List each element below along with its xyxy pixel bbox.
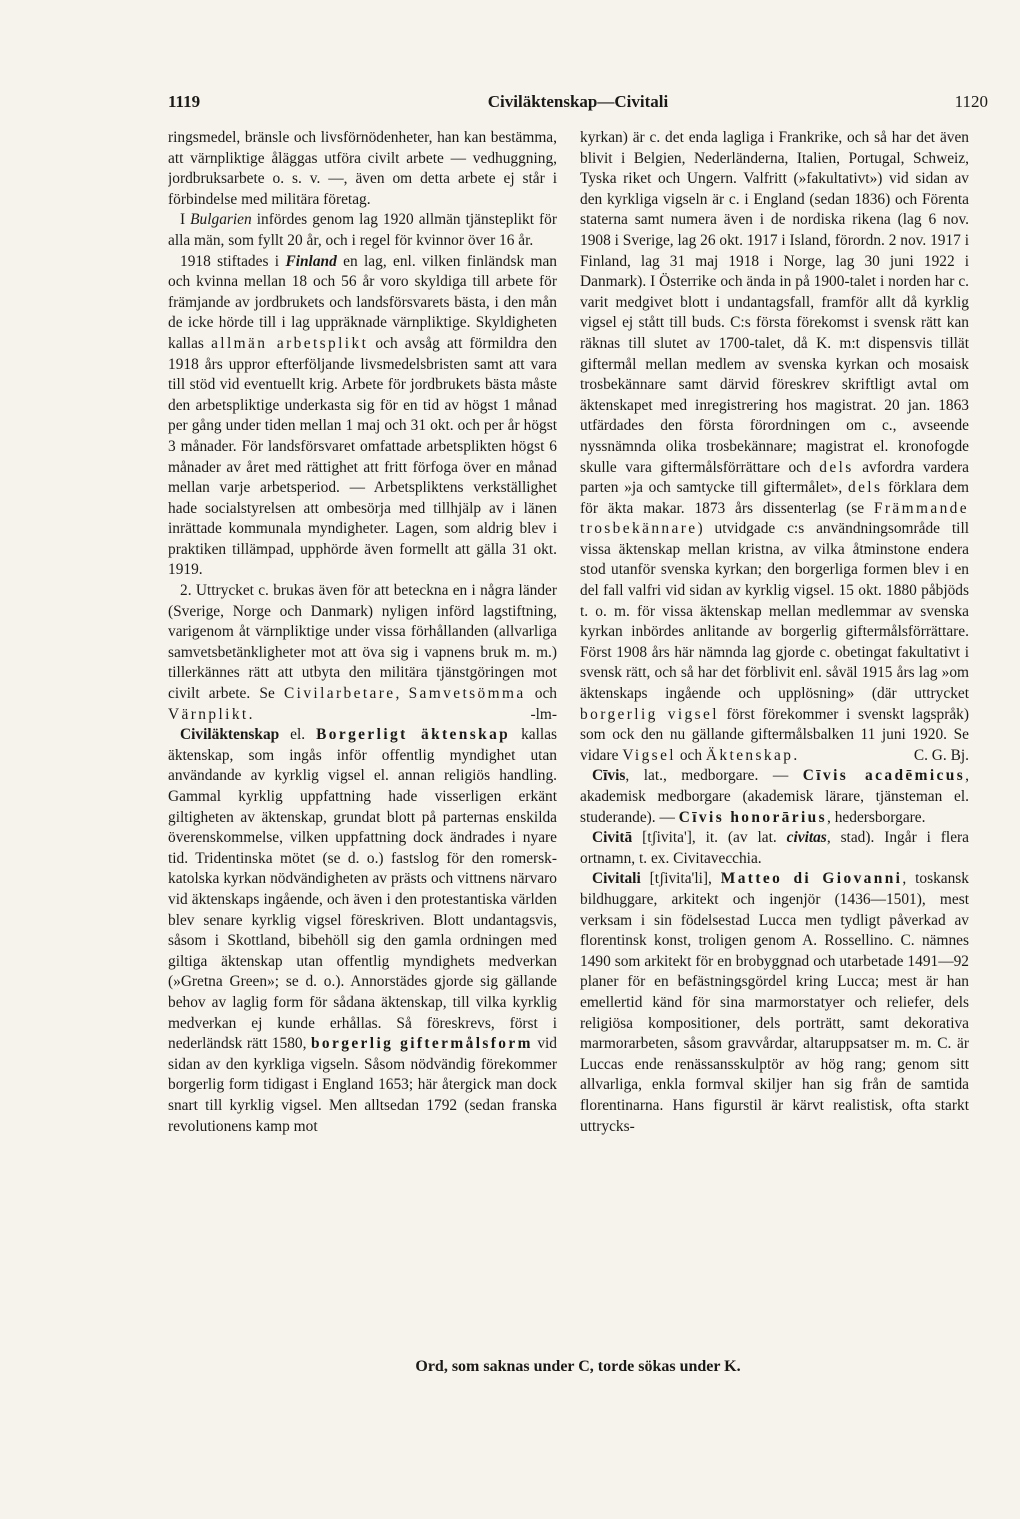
- left-column: [168, 128, 557, 1350]
- paragraph: kyrkan) är c. det enda lagliga i Frankrike, och så har det även blivit i Belgien, Nederländerna, Italien, Portugal, Schweiz, Tyska riket och Ungern. Valfritt (»fakultativt») vid sidan av den kyrkliga vigseln är c. i England (sedan 1836) och Förenta staterna samt numera även i de nordiska rikena (lag 6 nov. 1908 i Sverige, lag 26 okt. 1917 i Island, förordn. 2 nov. 1917 i Finland, lag 31 maj 1918 i Norge, lag 30 juni 1922 i Danmark). I Österrike och ända in på 1900-talet i norden har c. varit medgivet blott i undantagsfall, framför allt då kyrklig vigsel ej stått till buds. C:s första förekomst i svensk rätt kan räknas till slutet av 1700-talet, då K. m:t dispensvis tillät giftermål mellan medlem av svenska kyrkan och mosaisk trosbekännare samt därvid föreskrev skriftligt avtal om äktenskapet med inregistrering hos magistrat. 20 jan. 1863 utfärdades den första förordningen om c., avseende nyssnämnda olika trosbekännare; magistrat el. kronofogde skulle vara giftermålsförrättare och dels avfordra vardera parten »ja och samtycke till giftermålet», dels förklara dem för äkta makar. 1873 års dissenterlag (se Främmande trosbekännare) utvidgade c:s användningsområde till vissa äktenskap mellan kristna, av vilka åtminstone endera stod utanför svenska kyrkan; den borgerliga formen blev i en del fall valfri vid sidan av kyrklig vigsel. 15 okt. 1880 påbjöds t. o. m. för vissa äktenskap mellan medlemmar av svenska kyrkan inbördes anlitande av borgerlig giftermålsförrättare. Först 1908 års här nämnda lag gjorde c. obetingat fakultativt i svensk rätt, och så har det förblivit enl. såväl 1915 års lag »om äktenskaps ingående och upplösning» (där uttrycket borgerlig vigsel först förekommer i svenskt lagspråk) som ock den nu gällande giftermålsbalken 11 juni 1920. Se vidare Vigsel och Äktenskap. C. G. Bj.: [580, 128, 969, 766]
- entry-headword: Civitali: [592, 870, 641, 888]
- paragraph: 1918 stiftades i Finland en lag, enl. vilken finländsk man och kvinna mellan 18 och 56 år voro skyldiga till arbete för främjande av jordbrukets och landsförsvarets bästa, i den mån de icke hörde till i lag uppräknade värnpliktige. Skyldigheten kallas allmän arbetsplikt och avsåg att förmildra den 1918 års uppror efterföljande livsmedelsbristen samt att vara till stöd vid eventuellt krig. Arbete för jordbrukets bästa måste den arbetspliktige underkasta sig för en tid av högst 1 månad per gång under tiden mellan 1 maj och 31 okt. och per år högst 3 månader. För landsförsvaret omfattade arbetsplikten högst 6 månader av året med rättighet att fritt förfoga över en månad mellan varje arbetsperiod. — Arbetspliktens verkställighet hade socialstyrelsen att ombesörja med tillhjälp av i länen inrättade kommunala myndigheter. Lagen, som aldrig blev i praktiken tillämpad, upphörde även formellt att gälla 31 okt. 1919.: [168, 252, 557, 579]
- page-header: [168, 92, 988, 118]
- entry-headword: Civiläktenskap: [180, 726, 280, 744]
- paragraph: 2. Uttrycket c. brukas även för att beteckna en i några länder (Sverige, Norge och Danmark) nyligen införd lagstiftning, varigenom åt värnpliktige under vissa förhållanden (allvarliga samvetsbetänkligheter mot att öva sig i vapnens bruk m. m.) tillerkännes rätt att utbyta den militära tjänstgöringen mot civilt arbete. Se Civilarbetare, Samvetsömma och Värnplikt. -lm-: [168, 581, 557, 725]
- page-number-right: 1120: [954, 92, 988, 111]
- entry-headword: Cīvis: [592, 767, 626, 785]
- page-number-left: 1119: [168, 92, 201, 111]
- signature: C. G. Bj.: [913, 746, 969, 764]
- entry-civilaktenskap: Civiläktenskap el. Borgerligt äktenskap kallas äktenskap, som ingås inför offentlig myndighet utan användande av kyrklig vigsel el. annan religiös handling. Gammal kyrklig uppfattning hade visserligen erkänt giltigheten av äktenskap, grundat blott på parternas enskilda överenskommelse, vilken uppfattning dock ändrades i nyare tid. Tridentinska mötet (se d. o.) fastslog för den romersk-katolska kyrkan nödvändigheten av prästs och vittnens närvaro vid äktenskaps ingående, och även i den protestantiska världen blev senare kyrklig vigsel föreskriven. Blott undantagsvis, såsom i Skottland, bibehöll sig den gamla ordningen med giltiga äktenskap utan offentlig myndighets medverkan (»Gretna Green»; se d. o.). Annorstädes gjorde sig gällande behov av laglig form för sådana äktenskap, till vilka kyrklig medverkan ej kunde erhållas. Så föreskrevs, först i nederländsk rätt 1580, borgerlig giftermålsform vid sidan av den kyrkliga vigseln. Såsom nödvändig förekommer borgerlig form tidigast i England 1653; här återgick man dock snart till kyrklig vigsel. Men alltsedan 1792 (sedan franska revolutionens kamp mot: [168, 726, 557, 1135]
- entry-civita: Civitā [tʃivita'], it. (av lat. civitas, stad). Ingår i flera ortnamn, t. ex. Civitavecchia.: [580, 829, 969, 867]
- running-title: Civiläktenskap—Civitali: [487, 92, 669, 111]
- paragraph: ringsmedel, bränsle och livsförnödenheter, han kan bestämma, att värnpliktige åläggas utföra civilt arbete — vedhuggning, jordbruksarbete o. s. v. —, även om detta arbete ej står i förbindelse med militära företag.: [168, 129, 557, 208]
- entry-headword: Civitā: [592, 829, 633, 847]
- page-footer-note: Ord, som saknas under C, torde sökas under K.: [415, 1358, 741, 1375]
- entry-civis: Cīvis, lat., medborgare. — Cīvis acadēmicus, akademisk medborgare (akademisk lärare, tjänsteman el. studerande). — Cīvis honorārius, hedersborgare.: [580, 767, 969, 826]
- paragraph: I Bulgarien infördes genom lag 1920 allmän tjänsteplikt för alla män, som fyllt 20 år, och i regel för kvinnor över 16 år.: [168, 211, 557, 249]
- right-column: [580, 128, 969, 1350]
- signature: -lm-: [530, 705, 557, 723]
- entry-civitali: Civitali [tʃivita'li], Matteo di Giovanni, toskansk bildhuggare, arkitekt och ingenjör (1436—1501), mest verksam i sin födelsestad Lucca men tydligt påverkad av florentinsk konst, troligen genom A. Rossellino. C. nämnes 1490 som arkitekt för en brobyggnad och utarbetade 1491—92 planer för en befästningsgördel kring Lucca; mest är han emellertid känd för sina marmorstatyer och reliefer, dels religiösa kompositioner, dels porträtt, samt dekorativa marmorarbeten, såsom gravvårdar, altaruppsatser m. m. C. är Luccas ende renässansskulptör av hög rang; genom sitt allvarliga, enkla formval skiljer han sig från de samtida florentinarna. Hans figurstil är kärvt realistisk, ofta starkt uttrycks-: [580, 870, 969, 1135]
